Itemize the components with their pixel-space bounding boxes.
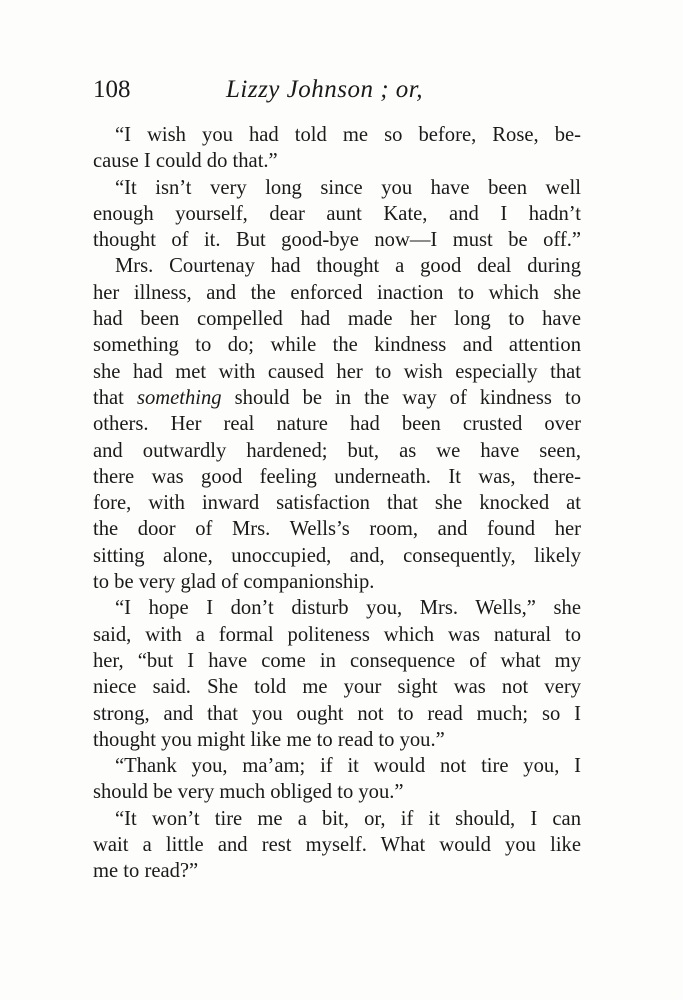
text-line: there was good feeling underneath. It was, there- [93,465,581,488]
text-line: wait a little and rest myself. What would you like [93,834,581,857]
text-line: had been compelled had made her long to have [93,308,581,331]
text-line: fore, with inward satisfaction that she knocked at [93,492,581,515]
text-line: the door of Mrs. Wells’s room, and found her [93,518,581,541]
text-line: should be very much obliged to you.” [93,781,404,804]
text-line: cause I could do that.” [93,150,278,173]
text-line: “I hope I don’t disturb you, Mrs. Wells,” she [115,597,581,620]
text-line: sitting alone, unoccupied, and, consequently, likely [93,544,581,567]
text-line: “Thank you, ma’am; if it would not tire you, I [115,755,581,778]
text-line: niece said. She told me your sight was not very [93,676,581,699]
text-line: Mrs. Courtenay had thought a good deal during [115,255,581,278]
text-line: enough yourself, dear aunt Kate, and I hadn’t [93,202,581,225]
text-line: others. Her real nature had been crusted over [93,413,581,436]
text-line: “I wish you had told me so before, Rose, be- [115,124,581,146]
text-line: something to do; while the kindness and attention [93,334,581,357]
text-line: her illness, and the enforced inaction to which she [93,281,581,304]
text-line: her, “but I have come in consequence of what my [93,649,581,672]
text-line: and outwardly hardened; but, as we have seen, [93,439,581,462]
text-line: me to read?” [93,860,199,883]
page-number: 108 [93,76,131,103]
page-header [93,76,581,106]
text-line: thought you might like me to read to you.” [93,728,445,751]
body-text [93,122,581,885]
text-line: said, with a formal politeness which was natural to [93,623,581,646]
text-line: to be very glad of companionship. [93,571,375,594]
text-segment: that [93,386,124,409]
text-line: strong, and that you ought not to read much; so I [93,702,581,725]
running-title: Lizzy Johnson ; or, [226,76,424,103]
text-line: she had met with caused her to wish especially that [93,360,581,383]
text-line: “It won’t tire me a bit, or, if it should, I can [115,807,581,830]
text-line: “It isn’t very long since you have been well [115,176,581,199]
emphasized-word: something [136,386,222,409]
text-segment: should be in the way of kindness to [234,386,582,409]
text-line [93,385,581,411]
text-line: thought of it. But good-bye now—I must be off.” [93,229,581,252]
